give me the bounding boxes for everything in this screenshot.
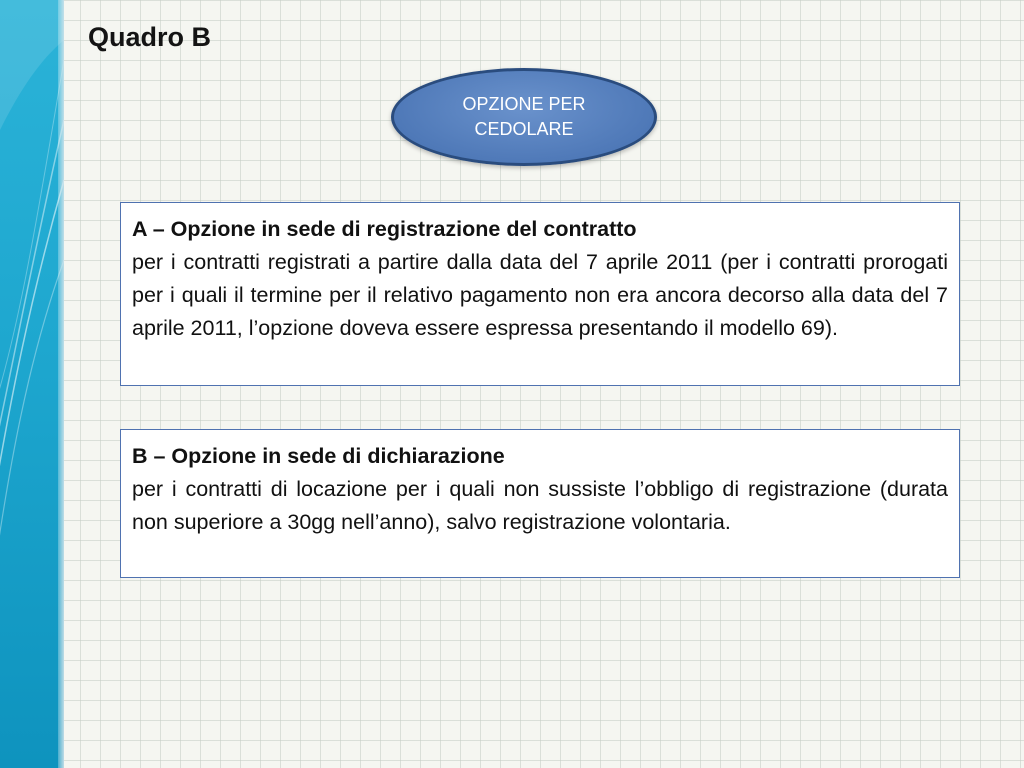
oval-label: OPZIONE PER CEDOLARE	[462, 94, 586, 139]
cedolare-option-oval	[391, 68, 657, 166]
option-b-box	[120, 429, 960, 578]
side-band-edge	[58, 0, 64, 768]
option-a-heading: A – Opzione in sede di registrazione del contratto	[132, 217, 637, 241]
side-decoration-band	[0, 0, 64, 768]
option-a-box	[120, 202, 960, 386]
option-a-body: per i contratti registrati a partire dalla data del 7 aprile 2011 (per i contratti prorogati per i quali il termine per il relativo pagamento non era ancora decorso alla data del 7 aprile 2011, l’opzione doveva essere espressa presentando il modello 69).	[132, 250, 948, 340]
option-b-body: per i contratti di locazione per i quali non sussiste l’obbligo di registrazione (durata non superiore a 30gg nell’anno), salvo registrazione volontaria.	[132, 477, 948, 534]
option-b-heading: B – Opzione in sede di dichiarazione	[132, 444, 505, 468]
slide-title: Quadro B	[88, 22, 212, 52]
wave-lines-decoration	[0, 0, 64, 768]
